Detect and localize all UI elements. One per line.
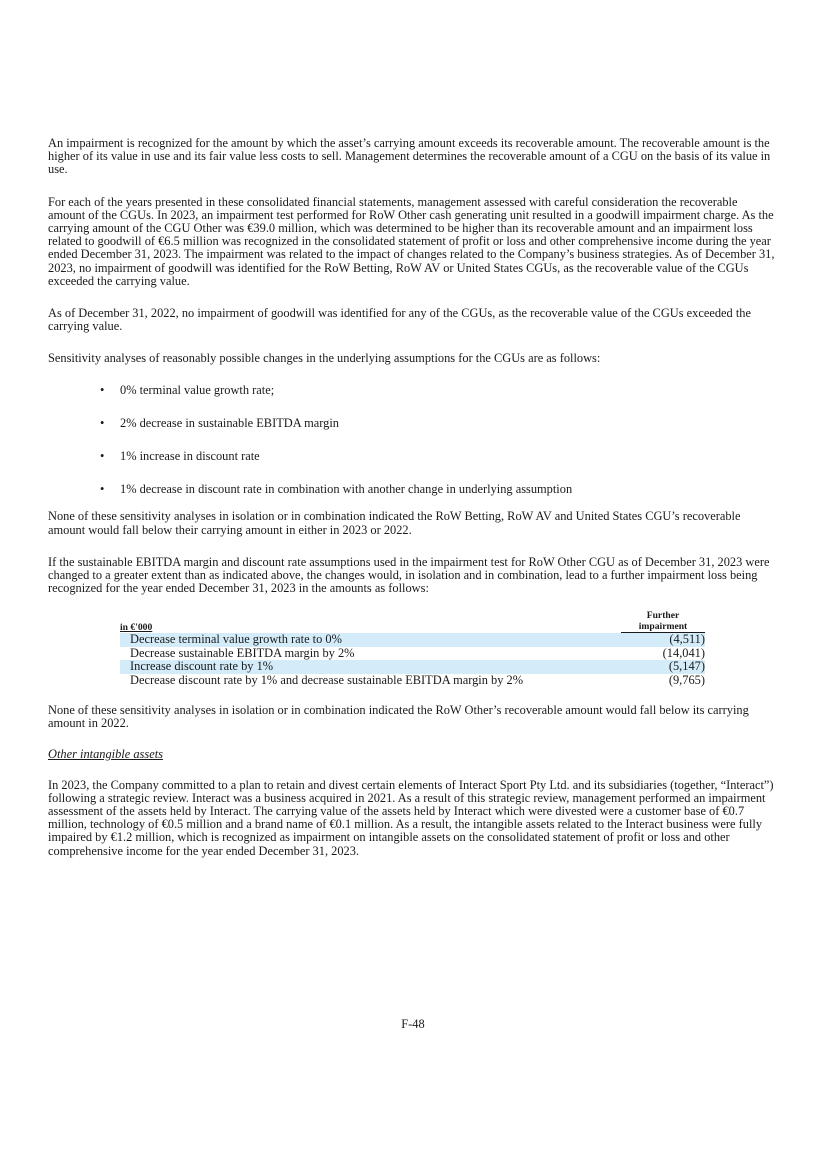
- row-value: (5,147): [668, 659, 705, 674]
- row-label: Decrease terminal value growth rate to 0%: [130, 632, 342, 647]
- bullet-text: 2% decrease in sustainable EBITDA margin: [120, 415, 339, 430]
- value-header-line2: impairment: [638, 621, 688, 633]
- paragraph-sensitivity-intro: Sensitivity analyses of reasonably possible changes in the underlying assumptions for the CGUs are as follows:: [48, 351, 601, 366]
- paragraph-impairment-2022: As of December 31, 2022, no impairment of goodwill was identified for any of the CGUs, as the recoverable value of the CGUs exceeded the carrying value.: [48, 306, 751, 334]
- bullet-icon: •: [100, 449, 105, 464]
- bullet-icon: •: [100, 382, 105, 397]
- row-label: Decrease sustainable EBITDA margin by 2%: [130, 645, 355, 660]
- paragraph-impairment-2023: For each of the years presented in these consolidated financial statements, management assessed with careful consideration the recoverable amount of the CGUs. In 2023, an impairment test performed for RoW Other cash generating unit resulted in a goodwill impairment charge. As the carrying amount of the CGU Other was €39.0 million, which was determined to be higher than its recoverable amount and an impairment loss related to goodwill of €6.5 million was recognized in the consolidated statement of profit or loss and other comprehensive income during the year ended December 31, 2023. The impairment was related to the impact of changes related to the Company’s business strategies. As of December 31, 2023, no impairment of goodwill was identified for the RoW Betting, RoW AV or United States CGUs, as the recoverable value of the CGUs exceeded the carrying value.: [48, 194, 775, 288]
- page-body: [48, 137, 776, 858]
- row-value: (4,511): [669, 632, 705, 647]
- bullet-item: [48, 384, 776, 397]
- further-impairment-table: [120, 609, 705, 687]
- table-header: [120, 609, 705, 633]
- table-row: [120, 674, 705, 687]
- row-value: (14,041): [662, 645, 705, 660]
- value-header-line1: Further: [646, 610, 680, 622]
- row-label: Increase discount rate by 1%: [130, 659, 274, 674]
- section-title-other-intangible-assets: Other intangible assets: [48, 747, 163, 762]
- bullet-icon: •: [100, 415, 105, 430]
- bullet-text: 1% decrease in discount rate in combination with another change in underlying assumption: [120, 482, 573, 497]
- row-label: Decrease discount rate by 1% and decrease sustainable EBITDA margin by 2%: [130, 672, 524, 687]
- bullet-icon: •: [100, 482, 105, 497]
- table-row: [120, 647, 705, 660]
- sensitivity-bullet-list: [48, 384, 776, 497]
- table-unit-header: in €'000: [120, 622, 153, 634]
- paragraph-sensitivity-result: None of these sensitivity analyses in isolation or in combination indicated the RoW Betting, RoW AV and United States CGU’s recoverable amount would fall below their carrying amount in either in 2023 or 2022.: [48, 509, 741, 537]
- page-number: F-48: [401, 1017, 425, 1031]
- table-row: [120, 660, 705, 673]
- paragraph-further-impairment-intro: If the sustainable EBITDA margin and discount rate assumptions used in the impairment test for RoW Other CGU as of December 31, 2023 were changed to a greater extent than as indicated above, the changes would, in isolation and in combination, lead to a further impairment loss being recognized for the year ended December 31, 2023 in the amounts as follows:: [48, 554, 770, 596]
- bullet-item: [48, 417, 776, 430]
- paragraph-impairment-definition: An impairment is recognized for the amount by which the asset’s carrying amount exceeds its recoverable amount. The recoverable amount is the higher of its value in use and its fair value less costs to sell. Management determines the recoverable amount of a CGU on the basis of its value in use.: [48, 136, 771, 177]
- paragraph-row-other-result: None of these sensitivity analyses in isolation or in combination indicated the RoW Other’s recoverable amount would fall below its carrying amount in 2022.: [48, 703, 749, 731]
- paragraph-interact: In 2023, the Company committed to a plan to retain and divest certain elements of Interact Sport Pty Ltd. and its subsidiaries (together, “Interact”) following a strategic review. Interact was a business acquired in 2021. As a result of this strategic review, management performed an impairment assessment of the assets held by Interact. The carrying value of the assets held by Interact which were divested were a customer base of €0.7 million, technology of €0.5 million and a brand name of €0.1 million. As a result, the intangible assets related to the Interact business were fully impaired by €1.2 million, which is recognized as impairment on intangible assets on the consolidated statement of profit or loss and other comprehensive income for the year ended December 31, 2023.: [48, 777, 774, 858]
- bullet-item: [48, 450, 776, 463]
- table-value-header: [621, 610, 705, 633]
- row-value: (9,765): [668, 672, 705, 687]
- table-row: [120, 633, 705, 646]
- bullet-text: 1% increase in discount rate: [120, 449, 260, 464]
- bullet-item: [48, 483, 776, 496]
- bullet-text: 0% terminal value growth rate;: [120, 382, 275, 397]
